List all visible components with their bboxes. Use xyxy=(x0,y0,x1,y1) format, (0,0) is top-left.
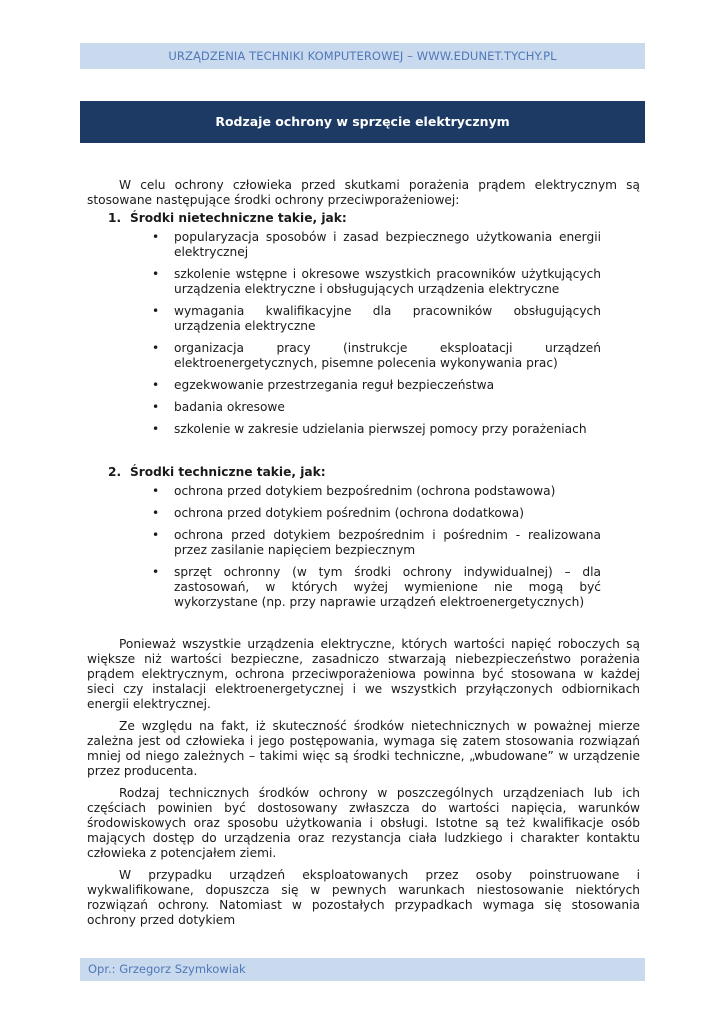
bullet-icon: • xyxy=(152,528,160,542)
bullet-icon: • xyxy=(152,230,160,244)
body-paragraph: Rodzaj technicznych środków ochrony w poszczególnych urządzeniach lub ich częściach powinien być dostosowany zwłaszcza do wartości napięcia, warunków środowiskowych oraz sposobu użytkowania i obsługi. Istotne są też kwalifikacje osób mających dostęp do urządzenia oraz rezystancja ciała ludzkiego i charakter kontaktu człowieka z potencjałem ziemi. xyxy=(87,786,640,860)
bullet-icon: • xyxy=(152,341,160,355)
list-item xyxy=(152,230,601,260)
section-2-list xyxy=(87,484,640,610)
section-2-heading xyxy=(108,465,640,480)
list-item xyxy=(152,400,601,415)
section-1-number: 1. xyxy=(108,211,122,225)
section-1-heading xyxy=(108,211,640,226)
section-2-number: 2. xyxy=(108,465,122,479)
list-item-text: sprzęt ochronny (w tym środki ochrony indywidualnej) – dla zastosowań, w których wyżej wymienione nie mogą być wykorzystane (np. przy naprawie urządzeń elektroenergetycznych) xyxy=(174,565,601,609)
bullet-icon: • xyxy=(152,378,160,392)
list-item-text: egzekwowanie przestrzegania reguł bezpieczeństwa xyxy=(174,378,495,392)
list-item xyxy=(152,267,601,297)
body-paragraph: Ze względu na fakt, iż skuteczność środków nietechnicznych w poważnej mierze zależna jest od człowieka i jego postępowania, wymaga się zatem stosowania rozwiązań mniej od niego zależnych – takimi więc są środki techniczne, „wbudowane” w urządzenie przez producenta. xyxy=(87,719,640,778)
list-item-text: szkolenie w zakresie udzielania pierwszej pomocy przy porażeniach xyxy=(174,422,587,436)
list-item-text: organizacja pracy (instrukcje eksploatacji urządzeń elektroenergetycznych, pisemne polecenia wykonywania prac) xyxy=(174,341,601,370)
section-1-list xyxy=(87,230,640,437)
list-item-text: ochrona przed dotykiem bezpośrednim (ochrona podstawowa) xyxy=(174,484,556,498)
list-item-text: badania okresowe xyxy=(174,400,285,414)
list-item xyxy=(152,565,601,610)
document-title-bar xyxy=(80,101,645,143)
list-item xyxy=(152,506,601,521)
footer-text: Opr.: Grzegorz Szymkowiak xyxy=(88,962,246,976)
body-paragraph: W przypadku urządzeń eksploatowanych przez osoby poinstruowane i wykwalifikowane, dopuszcza się w pewnych warunkach niestosowanie niektórych rozwiązań ochrony. Natomiast w pozostałych przypadkach wymaga się stosowania ochrony przed dotykiem xyxy=(87,868,640,927)
header-text: URZĄDZENIA TECHNIKI KOMPUTEROWEJ – WWW.EDUNET.TYCHY.PL xyxy=(168,49,557,63)
list-item-text: popularyzacja sposobów i zasad bezpiecznego użytkowania energii elektrycznej xyxy=(174,230,601,259)
list-item-text: wymagania kwalifikacyjne dla pracowników obsługujących urządzenia elektryczne xyxy=(174,304,601,333)
section-1-title: Środki nietechniczne takie, jak: xyxy=(130,211,347,225)
document-body xyxy=(87,178,640,935)
list-item xyxy=(152,484,601,499)
intro-paragraph: W celu ochrony człowieka przed skutkami porażenia prądem elektrycznym są stosowane następujące środki ochrony przeciwporażeniowej: xyxy=(87,178,640,207)
document-title: Rodzaje ochrony w sprzęcie elektrycznym xyxy=(215,114,510,129)
list-item xyxy=(152,422,601,437)
section-2-title: Środki techniczne takie, jak: xyxy=(130,465,326,479)
bullet-icon: • xyxy=(152,422,160,436)
list-item-text: szkolenie wstępne i okresowe wszystkich pracowników użytkujących urządzenia elektryczne i obsługujących urządzenia elektryczne xyxy=(174,267,601,296)
list-item-text: ochrona przed dotykiem bezpośrednim i pośrednim - realizowana przez zasilanie napięciem bezpiecznym xyxy=(174,528,601,557)
body-paragraph: Ponieważ wszystkie urządzenia elektryczne, których wartości napięć roboczych są większe niż wartości bezpieczne, zasadniczo stwarzają niebezpieczeństwo porażenia prądem elektrycznym, ochrona przeciwporażeniowa powinna być stosowana w każdej sieci czy instalacji elektroenergetycznej i we wszystkich przyłączonych odbiornikach energii elektrycznej. xyxy=(87,637,640,711)
bullet-icon: • xyxy=(152,267,160,281)
list-item xyxy=(152,304,601,334)
page-header xyxy=(80,43,645,69)
bullet-icon: • xyxy=(152,484,160,498)
page-footer xyxy=(80,958,645,981)
bullet-icon: • xyxy=(152,400,160,414)
bullet-icon: • xyxy=(152,565,160,579)
list-item xyxy=(152,341,601,371)
bullet-icon: • xyxy=(152,506,160,520)
bullet-icon: • xyxy=(152,304,160,318)
list-item xyxy=(152,378,601,393)
list-item xyxy=(152,528,601,558)
list-item-text: ochrona przed dotykiem pośrednim (ochrona dodatkowa) xyxy=(174,506,524,520)
